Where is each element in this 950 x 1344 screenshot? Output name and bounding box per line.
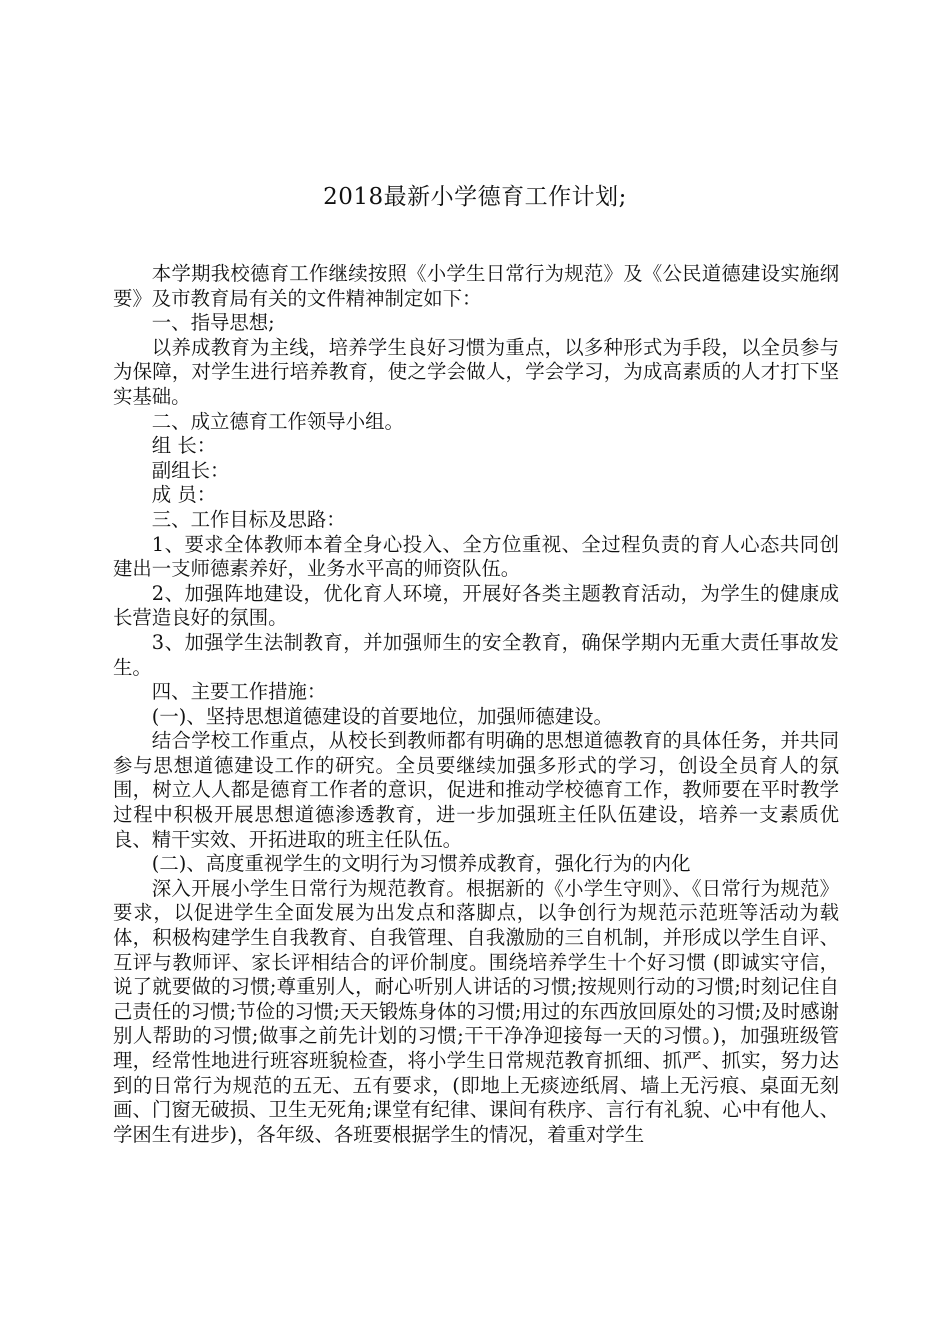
measure-paragraph-1: 结合学校工作重点，从校长到教师都有明确的思想道德教育的具体任务，并共同参与思想道德建设工作的研究。全员要继续加强多形式的学习，创设全员育人的氛围，树立人人都是德育工作者的意识，促进和推动学校德育工作，教师要在平时教学过程中积极开展思想道德渗透教育，进一步加强班主任队伍建设，培养一支素质优良、精干实效、开拓进取的班主任队伍。 (113, 729, 839, 851)
section-heading-leadership-group: 二、成立德育工作领导小组。 (151, 409, 404, 433)
section-heading-measures: 四、主要工作措施： (151, 680, 327, 704)
document-body (113, 262, 839, 1147)
members-line: 成 员： (151, 483, 217, 507)
document-title: 2018最新小学德育工作计划; (323, 184, 627, 210)
deputy-leader-line: 副组长： (151, 458, 230, 482)
leader-line: 组 长： (151, 434, 217, 458)
goal-item-2: 2、加强阵地建设，优化育人环境，开展好各类主题教育活动，为学生的健康成长营造良好的氛围。 (113, 581, 839, 630)
measure-heading-1: (一)、坚持思想道德建设的首要地位，加强师德建设。 (151, 704, 613, 728)
intro-paragraph: 本学期我校德育工作继续按照《小学生日常行为规范》及《公民道德建设实施纲要》及市教育局有关的文件精神制定如下： (113, 262, 839, 310)
measure-paragraph-2: 深入开展小学生日常行为规范教育。根据新的《小学生守则》、《日常行为规范》要求，以促进学生全面发展为出发点和落脚点，以争创行为规范示范班等活动为载体，积极构建学生自我教育、自我管理、自我激励的三自机制，并形成以学生自评、互评与教师评、家长评相结合的评价制度。围绕培养学生十个好习惯 (即诚实守信，说了就要做的习惯;尊重别人，耐心听别人讲话的习惯;按规则行动的习惯;时刻记住自己责任的习惯;节俭的习惯;天天锻炼身体的习惯;用过的东西放回原处的习惯;及时感谢别人帮助的习惯;做事之前先计划的习惯;干干净净迎接每一天的习惯。)，加强班级管理，经常性地进行班容班貌检查，将小学生日常规范教育抓细、抓严、抓实，努力达到的日常行为规范的五无、五有要求，(即地上无痰迹纸屑、墙上无污痕、桌面无刻画、门窗无破损、卫生无死角;课堂有纪律、课间有秩序、言行有礼貌、心中有他人、学困生有进步)，各年级、各班要根据学生的情况，着重对学生 (113, 876, 839, 1146)
goal-item-1: 1、要求全体教师本着全身心投入、全方位重视、全过程负责的育人心态共同创建出一支师德素养好，业务水平高的师资队伍。 (113, 532, 839, 581)
section-heading-guiding-ideology: 一、指导思想; (151, 311, 275, 335)
measure-heading-2: (二)、高度重视学生的文明行为习惯养成教育，强化行为的内化 (151, 852, 691, 876)
paragraph-guiding-ideology: 以养成教育为主线，培养学生良好习惯为重点，以多种形式为手段，以全员参与为保障，对学生进行培养教育，使之学会做人，学会学习，为成高素质的人才打下坚实基础。 (113, 335, 839, 408)
goal-item-3: 3、加强学生法制教育，并加强师生的安全教育，确保学期内无重大责任事故发生。 (113, 630, 839, 679)
section-heading-goals: 三、工作目标及思路： (151, 507, 346, 531)
